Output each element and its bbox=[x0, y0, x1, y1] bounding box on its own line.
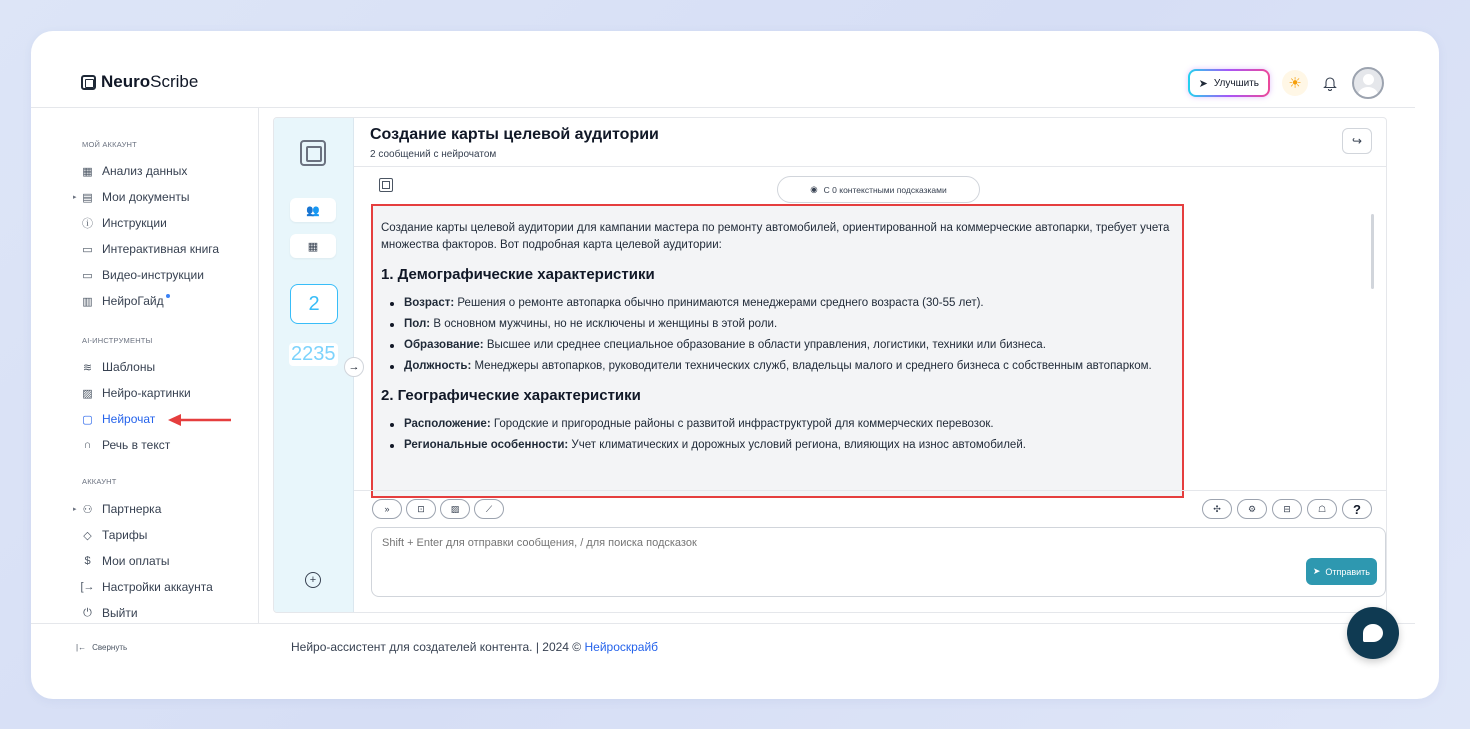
sidebar-item-tariffs[interactable]: ◇ Тарифы bbox=[81, 527, 147, 543]
chat-panel bbox=[273, 117, 1387, 613]
list-item: Расположение: Городские и пригородные районы с развитой инфраструктурой для коммерческих перевозок. bbox=[390, 416, 1174, 433]
chat-icon: ▢ bbox=[82, 413, 93, 426]
sidebar-item-neuro-images[interactable]: ▨ Нейро-картинки bbox=[82, 386, 191, 400]
logo-icon bbox=[81, 75, 96, 90]
image-icon: ▨ bbox=[82, 387, 93, 400]
login-icon: [→ bbox=[80, 581, 95, 593]
sidebar-item-interactive-book[interactable]: ▭ Интерактивная книга bbox=[82, 242, 220, 256]
help-circle-icon: ⓘ bbox=[82, 218, 93, 230]
share-button[interactable] bbox=[1342, 128, 1372, 154]
sidebar-item-data-analysis[interactable]: ▦ Анализ данных bbox=[82, 164, 188, 178]
upgrade-button[interactable]: ➤ Улучшить bbox=[1188, 69, 1270, 97]
palette-icon: ◉ bbox=[810, 184, 818, 194]
new-badge bbox=[166, 294, 170, 298]
upload-icon[interactable]: ⊡ bbox=[406, 499, 436, 519]
headphones-icon: ∩ bbox=[83, 439, 92, 451]
sidebar-item-video-instructions[interactable]: ▭ Видео-инструкции bbox=[82, 268, 204, 282]
robot-icon[interactable]: ☖ bbox=[1307, 499, 1337, 519]
input-divider bbox=[354, 490, 1387, 491]
settings-icon[interactable]: ⚙ bbox=[1237, 499, 1267, 519]
grid-icon: ▦ bbox=[82, 165, 93, 178]
annotation-arrow-icon bbox=[168, 412, 232, 428]
users-icon[interactable]: 👥 bbox=[290, 198, 336, 222]
chat-rail bbox=[274, 118, 354, 613]
dollar-icon: $ bbox=[84, 555, 91, 567]
document-icon: ▤ bbox=[82, 191, 93, 204]
collapse-icon: |← bbox=[76, 643, 87, 652]
header-actions bbox=[1188, 67, 1384, 99]
footer-divider bbox=[259, 623, 1415, 624]
guide-icon: ▥ bbox=[82, 295, 93, 308]
sidebar-item-payments[interactable]: $ Мои оплаты bbox=[81, 553, 170, 569]
footer-link[interactable]: Нейроскрайб bbox=[584, 640, 659, 654]
avatar[interactable] bbox=[1352, 67, 1384, 99]
message-intro: Создание карты целевой аудитории для кампании мастера по ремонту автомобилей, ориентированной на коммерческие автопарки, требует учета множества факторов. Вот подробная карта целевой аудитории: bbox=[381, 222, 1170, 251]
section-ai-tools: AI-ИНСТРУМЕНТЫ bbox=[82, 336, 153, 345]
users-icon: ⚇ bbox=[82, 503, 93, 516]
chat-bubble-icon bbox=[1363, 624, 1383, 642]
sidebar-item-logout[interactable]: ⏻ Выйти bbox=[81, 605, 138, 621]
new-chat-plus-icon[interactable]: + bbox=[305, 572, 321, 588]
context-hints-pill[interactable]: ◉ С 0 контекстными подсказками bbox=[777, 176, 980, 203]
app-window bbox=[31, 31, 1439, 699]
rocket-icon: ➤ bbox=[1198, 77, 1208, 90]
list-item: Региональные особенности: Учет климатических и дорожных условий региона, влияющих на износ автомобилей. bbox=[390, 437, 1174, 454]
message-composer bbox=[371, 527, 1386, 597]
sidebar-item-neurochat[interactable]: ▢ Нейрочат bbox=[82, 412, 156, 426]
sidebar-item-my-documents[interactable]: ▸ ▤ Мои документы bbox=[73, 190, 190, 204]
messages-scrollbar[interactable] bbox=[1371, 214, 1374, 289]
chevron-right-icon: ▸ bbox=[73, 194, 77, 201]
power-icon: ⏻ bbox=[83, 606, 92, 619]
send-icon: ➤ bbox=[1312, 566, 1321, 576]
list-item: Должность: Менеджеры автопарков, руководители технических служб, владельцы малого и среднего бизнеса с собственным автопарком. bbox=[390, 358, 1174, 375]
section-heading-demographics: 1. Демографические характеристики bbox=[381, 266, 655, 283]
sidebar-item-speech-to-text[interactable]: ∩ Речь в текст bbox=[81, 437, 170, 453]
puzzle-icon[interactable]: ✣ bbox=[1202, 499, 1232, 519]
assistant-avatar-icon bbox=[379, 178, 393, 192]
book-icon: ▭ bbox=[82, 243, 93, 256]
help-icon[interactable]: ? bbox=[1342, 499, 1372, 519]
grid-icon[interactable]: ▦ bbox=[290, 234, 336, 258]
section-heading-geography: 2. Географические характеристики bbox=[381, 387, 641, 404]
geography-list bbox=[381, 416, 1174, 454]
composer-tools-right bbox=[1202, 499, 1372, 519]
sun-icon[interactable]: ☀ bbox=[1282, 70, 1308, 96]
chevron-down-icon[interactable]: » bbox=[372, 499, 402, 519]
sidebar-divider bbox=[31, 623, 259, 624]
layers-icon: ≋ bbox=[82, 361, 93, 374]
assistant-message bbox=[371, 204, 1184, 498]
neuroscribe-logo-icon bbox=[300, 140, 326, 166]
list-item: Возраст: Решения о ремонте автопарка обычно принимаются менеджерами среднего возраста (30-55 лет). bbox=[390, 295, 1174, 312]
video-icon: ▭ bbox=[82, 269, 93, 282]
bell-icon[interactable] bbox=[1320, 73, 1340, 93]
list-item: Образование: Высшее или среднее специальное образование в области управления, логистики, техники или бизнеса. bbox=[390, 337, 1174, 354]
chat-subtitle: 2 сообщений с нейрочатом bbox=[370, 149, 497, 160]
share-icon: ↪ bbox=[1351, 134, 1363, 148]
chevron-right-icon: ▸ bbox=[73, 506, 77, 513]
sidebar bbox=[31, 108, 259, 623]
sidebar-item-templates[interactable]: ≋ Шаблоны bbox=[82, 360, 156, 374]
message-input[interactable] bbox=[382, 537, 1282, 557]
collapse-sidebar-button[interactable]: |← Свернуть bbox=[76, 643, 128, 652]
section-my-account: МОЙ АККАУНТ bbox=[82, 140, 137, 149]
composer-tools-left bbox=[372, 499, 504, 519]
chat-title: Создание карты целевой аудитории bbox=[370, 126, 659, 143]
expand-arrow-icon[interactable]: → bbox=[344, 357, 364, 377]
title-divider bbox=[354, 166, 1387, 167]
demographics-list bbox=[381, 295, 1174, 375]
message-count: 2 bbox=[290, 284, 338, 324]
list-item: Пол: В основном мужчины, но не исключены и женщины в этой роли. bbox=[390, 316, 1174, 333]
app-logo[interactable]: NeuroScribe bbox=[81, 72, 198, 92]
sidebar-item-neuroguide[interactable]: ▥ НейроГайд bbox=[81, 293, 170, 309]
magic-wand-icon[interactable]: ⟋ bbox=[474, 499, 504, 519]
support-chat-button[interactable] bbox=[1347, 607, 1399, 659]
send-button[interactable]: ➤ Отправить bbox=[1306, 558, 1377, 585]
tag-icon: ◇ bbox=[83, 529, 92, 542]
image-icon[interactable]: ▨ bbox=[440, 499, 470, 519]
token-count: 2235 bbox=[291, 343, 336, 365]
footer: Нейро-ассистент для создателей контента. | 2024 © Нейроскрайб bbox=[291, 640, 659, 654]
sidebar-item-account-settings[interactable]: [→ Настройки аккаунта bbox=[80, 580, 213, 594]
layout-icon[interactable]: ⊟ bbox=[1272, 499, 1302, 519]
section-account: АККАУНТ bbox=[82, 477, 117, 486]
sidebar-item-instructions[interactable]: ⓘ Инструкции bbox=[82, 216, 167, 230]
sidebar-item-partner[interactable]: ▸ ⚇ Партнерка bbox=[73, 502, 162, 516]
